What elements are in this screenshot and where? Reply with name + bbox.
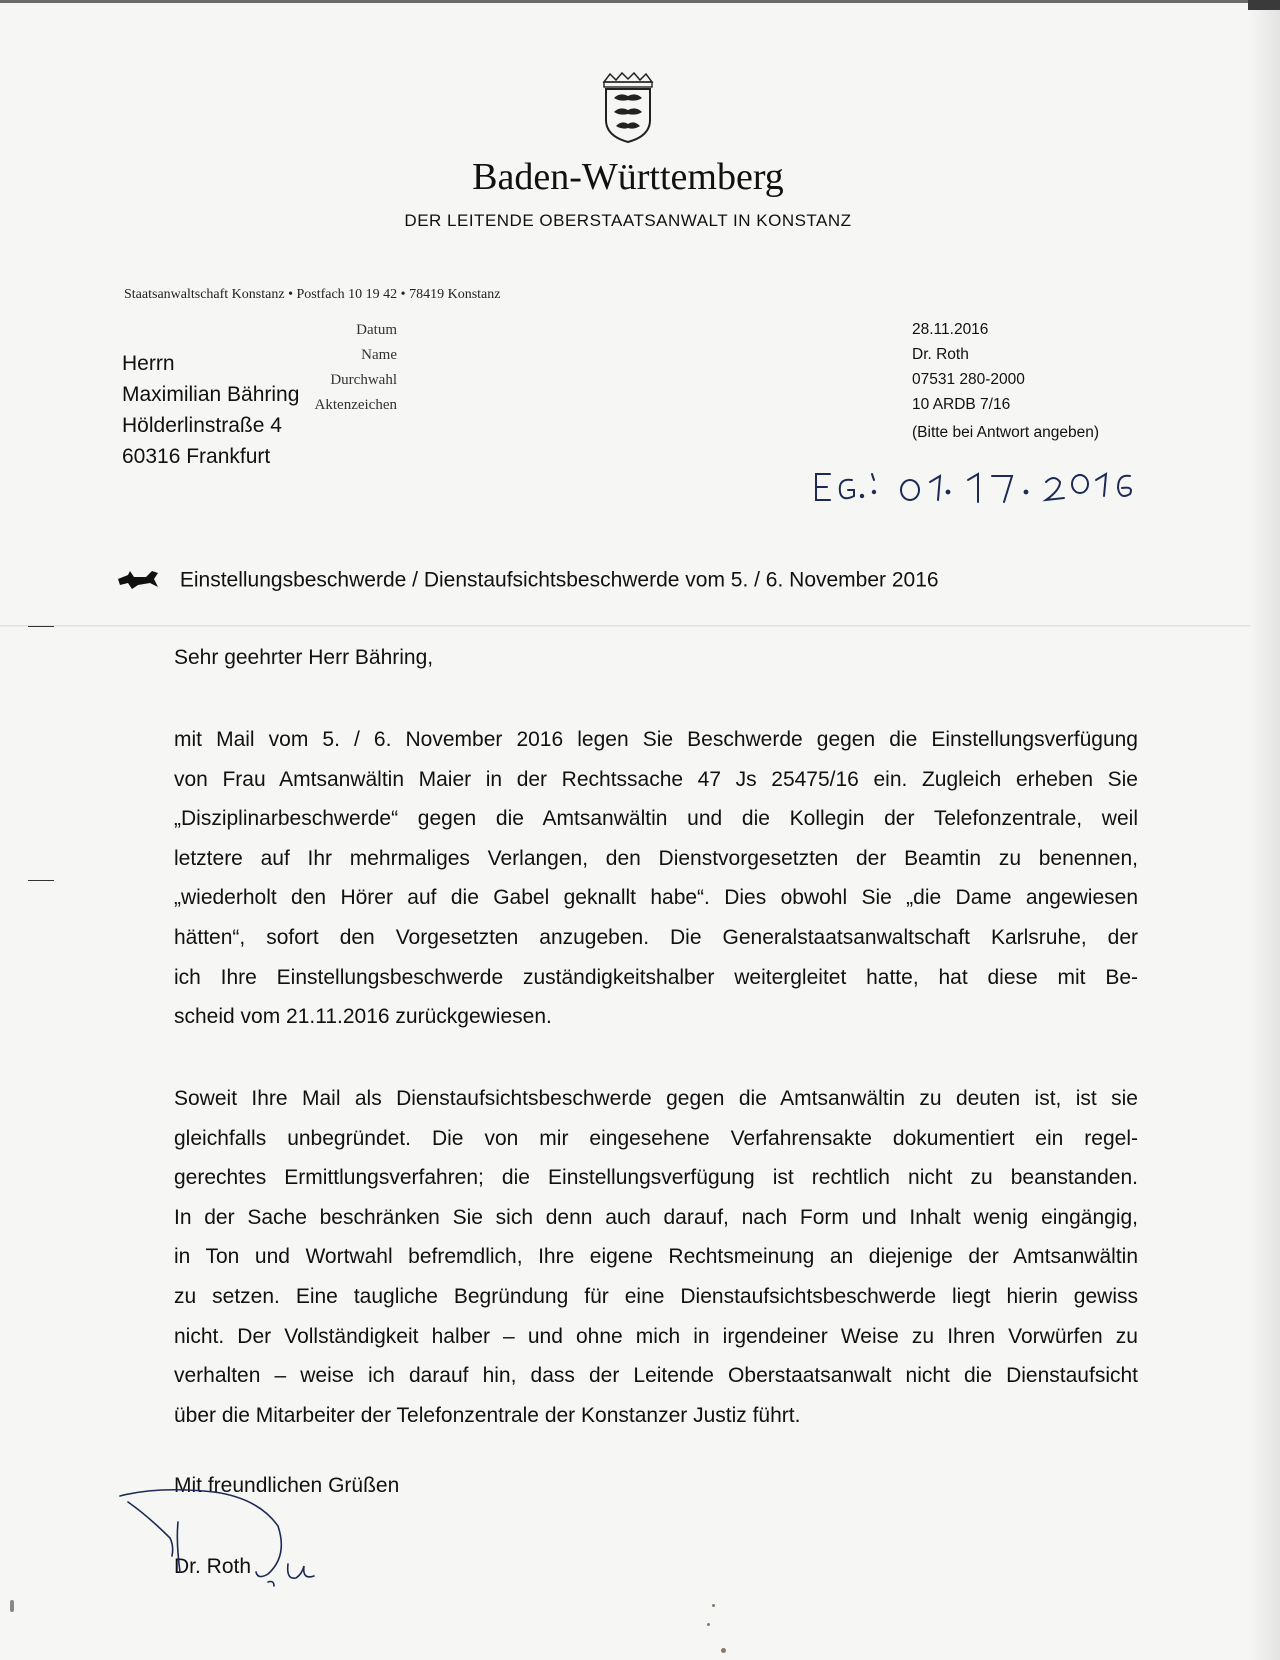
return-address: Staatsanwaltschaft Konstanz • Postfach 10 19 42 • 78419 Konstanz xyxy=(124,287,501,302)
letter-salutation: Sehr geehrter Herr Bähring, xyxy=(174,646,434,669)
meta-file-note: (Bitte bei Antwort angeben) xyxy=(912,424,1099,441)
paragraph-line: In der Sache beschränken Sie sich denn auch darauf, nach Form und Inhalt wenig eingängig, xyxy=(174,1205,1138,1229)
paper-speck xyxy=(712,1604,715,1607)
paragraph-line: Soweit Ihre Mail als Dienstaufsichtsbeschwerde gegen die Amtsanwältin zu deuten ist, ist sie xyxy=(174,1087,1138,1110)
paragraph-line: „Disziplinarbeschwerde“ gegen die Amtsanwältin und die Kollegin der Telefonzentrale, weil xyxy=(174,807,1138,831)
paper-speck xyxy=(707,1623,710,1626)
meta-phone-label: Durchwahl xyxy=(330,372,397,388)
paragraph-line: hätten“, sofort den Vorgesetzten anzugeben. Die Generalstaatsanwaltschaft Karlsruhe, der xyxy=(174,925,1138,949)
meta-file-label: Aktenzeichen xyxy=(314,397,397,413)
recipient-street: Hölderlinstraße 4 xyxy=(122,414,282,437)
state-name: Baden-Württemberg xyxy=(472,156,784,198)
paragraph-line: ich Ihre Einstellungsbeschwerde zuständigkeitshalber weitergleitet hatte, hat diese mit Be- xyxy=(174,965,1138,989)
meta-file-value: 10 ARDB 7/16 xyxy=(912,396,1011,413)
body-paragraph-2 xyxy=(174,1079,1138,1435)
meta-date-label: Datum xyxy=(356,322,397,338)
handwritten-signature xyxy=(118,1476,338,1601)
paper-fold-line xyxy=(0,625,1250,627)
fold-mark xyxy=(28,626,54,627)
paragraph-line: in Ton und Wortwahl befremdlich, Ihre eigene Rechtsmeinung an diejenige der Amtsanwältin xyxy=(174,1245,1138,1269)
letter-subject xyxy=(116,568,939,592)
paragraph-line: letztere auf Ihr mehrmaliges Verlangen, den Dienstvorgesetzten der Beamtin zu benennen, xyxy=(174,846,1138,870)
paragraph-line: verhalten – weise ich darauf hin, dass der Leitende Oberstaatsanwalt nicht die Dienstaufsicht xyxy=(174,1364,1138,1388)
post-horn-icon xyxy=(116,569,160,591)
paragraph-line: scheid vom 21.11.2016 zurückgewiesen. xyxy=(174,1005,552,1029)
paragraph-line: von Frau Amtsanwältin Maier in der Rechtssache 47 Js 25475/16 ein. Zugleich erheben Sie xyxy=(174,767,1138,791)
handwritten-receipt-note xyxy=(808,462,1148,515)
recipient-name: Maximilian Bähring xyxy=(122,383,300,406)
meta-date-value: 28.11.2016 xyxy=(912,321,989,338)
paper-speck xyxy=(10,1600,14,1612)
paragraph-line: gerechtes Ermittlungsverfahren; die Einstellungsverfügung ist rechtlich nicht zu beanstanden. xyxy=(174,1166,1138,1190)
recipient-city: 60316 Frankfurt xyxy=(122,445,271,468)
coat-of-arms-icon xyxy=(600,72,656,149)
page-corner-shadow xyxy=(1248,0,1280,10)
meta-name-label: Name xyxy=(361,347,397,363)
body-paragraph-1 xyxy=(174,720,1138,1037)
paragraph-line: nicht. Der Vollständigkeit halber – und ohne mich in irgendeiner Weise zu Ihren Vorwürfen zu xyxy=(174,1324,1138,1348)
meta-phone-value: 07531 280-2000 xyxy=(912,371,1025,388)
page-top-edge xyxy=(0,0,1280,3)
subject-text: Einstellungsbeschwerde / Dienstaufsichtsbeschwerde vom 5. / 6. November 2016 xyxy=(179,568,939,592)
paragraph-line: zu setzen. Eine taugliche Begründung für eine Dienstaufsichtsbeschwerde liegt hierin gewiss xyxy=(174,1284,1138,1308)
punch-mark xyxy=(28,880,54,881)
paper-speck xyxy=(721,1648,726,1653)
office-name: DER LEITENDE OBERSTAATSANWALT IN KONSTANZ xyxy=(404,211,852,230)
signer-name: Dr. Roth xyxy=(174,1555,252,1578)
letter-closing: Mit freundlichen Grüßen xyxy=(174,1474,400,1497)
page-right-edge xyxy=(1248,0,1280,1660)
paragraph-line: mit Mail vom 5. / 6. November 2016 legen Sie Beschwerde gegen die Einstellungsverfügung xyxy=(174,728,1138,751)
paragraph-line: über die Mitarbeiter der Telefonzentrale der Konstanzer Justiz führt. xyxy=(174,1403,801,1427)
recipient-salutation-line: Herrn xyxy=(122,352,175,375)
paragraph-line: „wiederholt den Hörer auf die Gabel geknallt habe“. Dies obwohl Sie „die Dame angewiesen xyxy=(174,886,1138,910)
paragraph-line: gleichfalls unbegründet. Die von mir eingesehene Verfahrensakte dokumentiert ein regel- xyxy=(174,1126,1138,1150)
meta-name-value: Dr. Roth xyxy=(912,346,969,363)
